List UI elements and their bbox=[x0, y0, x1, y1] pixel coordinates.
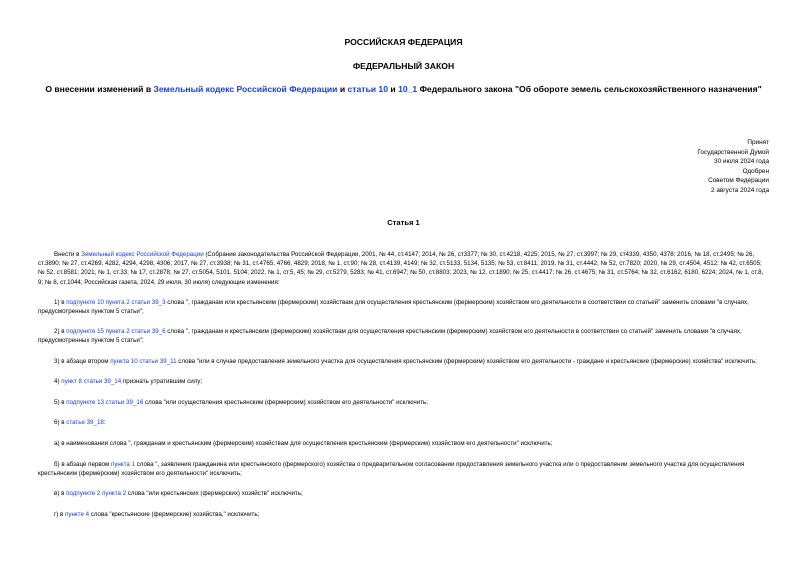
subitem-b bbox=[38, 460, 769, 478]
article-title: Статья 1 bbox=[387, 218, 420, 227]
item-3-link[interactable]: пункта 10 статьи 39_11 bbox=[110, 357, 177, 365]
law-title-text: О внесении изменений в bbox=[45, 84, 154, 94]
country-heading: РОССИЙСКАЯ ФЕДЕРАЦИЯ bbox=[344, 37, 463, 47]
item-4-link[interactable]: пункт 8 статьи 39_14 bbox=[61, 377, 122, 385]
item-2 bbox=[38, 327, 769, 345]
law-title-text: и bbox=[337, 84, 348, 94]
para-text: слова ", заявления гражданина или крестьянского (фермерского) хозяйства о предварительном согласовании предоставления земельного участка или о предоставлении земельного участка для осуществления крестьянским (фермерским) хозяйством его деятельности" исключить; bbox=[38, 460, 745, 477]
item-1 bbox=[38, 298, 769, 316]
para-text: слова ", гражданам или крестьянским (фермерским) хозяйствам для осуществления крестьянским (фермерским) хозяйством его деятельности в соответствии со статьей" заменить словами "в случаях, предусмотренных пунктом 5 статьи"; bbox=[38, 298, 749, 316]
intro-paragraph bbox=[38, 250, 769, 287]
item-6 bbox=[38, 418, 769, 427]
land-code-link[interactable]: Земельный кодекс Российской Федерации bbox=[81, 251, 204, 258]
adoption-block bbox=[619, 138, 769, 196]
adoption-line: 30 июля 2024 года bbox=[714, 158, 769, 166]
land-code-link[interactable]: Земельный кодекс Российской Федерации bbox=[153, 84, 338, 94]
subitem-v bbox=[38, 489, 769, 498]
item-4 bbox=[38, 377, 769, 386]
para-text: 3) в абзаце втором bbox=[54, 357, 111, 365]
para-text: 5) в bbox=[54, 398, 67, 406]
para-text: слова "или в случае предоставления земельного участка для осуществления крестьянским (фермерским) хозяйством его деятельности - граждане и крестьянские (фермерские) хозяйства" исключить; bbox=[176, 357, 757, 365]
law-title bbox=[40, 84, 767, 96]
law-title-text: и bbox=[388, 84, 399, 94]
adoption-line: Принят bbox=[747, 139, 769, 146]
para-text: Внести в bbox=[54, 251, 82, 258]
adoption-line: Советом Федерации bbox=[708, 177, 769, 185]
para-text: слова "или крестьянских (фермерских) хозяйств" исключить; bbox=[126, 490, 303, 498]
subitem-b-link[interactable]: пункта 1 bbox=[110, 460, 135, 468]
para-text: б) в абзаце первом bbox=[54, 460, 111, 468]
item-1-link[interactable]: подпункте 10 пункта 2 статьи 39_3 bbox=[66, 298, 166, 306]
para-text: 6) в bbox=[54, 419, 67, 427]
item-2-link[interactable]: подпункте 15 пункта 2 статьи 39_6 bbox=[66, 328, 166, 336]
article-10-1-link[interactable]: 10_1 bbox=[398, 84, 418, 94]
subitem-g-link[interactable]: пункте 4 bbox=[65, 510, 90, 518]
item-6-link[interactable]: статье 39_18 bbox=[66, 419, 104, 427]
law-title-text: Федерального закона "Об обороте земель сельскохозяйственного назначения" bbox=[417, 84, 762, 94]
subitem-g bbox=[38, 510, 769, 519]
adoption-line: Государственной Думой bbox=[697, 148, 769, 156]
subitem-a bbox=[38, 439, 769, 448]
para-text: 1) в bbox=[54, 298, 67, 306]
para-text: (Собрание законодательства Российской Федерации, 2001, № 44, ст.4147; 2014, № 26, ст3377; № 30, ст.4218, 4225; 2015, № 27, ст.3997; № 29, ст4339, 4350, 4378; 2016, № 18, ст.2495; № 26, ст.3890; № 27, ст.4269, 4282, 4294, 4298, 4306; 2017, № 27, ст.3938; № 31, ст.4765, 4766, 4829; 2018, № 1, ст.90; № 28, ст.4139, 4149; № 32, ст.5133, 5134, 5135; № 53, ст.8411; 2019, № 31, ст.4442; № 52, ст.7820; 2020, № 29, ст.4504, 4512; № 42, ст.6505; № 52, ст.8581; 2021, № 1, ст.33; № 17, ст.2878; № 27, ст.5054, 5101, 5104; 2022, № 1, ст.5, 45; № 29, ст.5279, 5283; № 41, ст.6947; № 50, ст.8803; 2023, № 12, ст.1890; № 25, ст.4417; № 26, ст.4675; № 31, ст.5764; № 32, ст.6162, 6180, 6224; 2024, № 1, ст.8, 9; № 8, ст.1044; Российская газета, 2024, 29 июля, 30 июля) следующие изменения: bbox=[38, 251, 764, 286]
para-text: слова ", гражданам и крестьянским (фермерским) хозяйствам для осуществления крестьянским (фермерским) хозяйством его деятельности в соответствии со статьей" заменить словами "в случаях, предусмотренных пунктом 5 статьи"; bbox=[38, 328, 742, 345]
para-text: в) в bbox=[54, 490, 67, 498]
para-text: 2) в bbox=[54, 328, 67, 336]
para-text: слова "или осуществления крестьянским (фермерским) хозяйством его деятельности" исключить; bbox=[143, 398, 429, 406]
item-5-link[interactable]: подпункте 13 статьи 39_16 bbox=[66, 398, 144, 406]
subitem-v-link[interactable]: подпункте 2 пункта 2 bbox=[66, 490, 127, 498]
para-text: признать утратившим силу; bbox=[121, 377, 203, 385]
article-body bbox=[38, 250, 769, 530]
item-5 bbox=[38, 398, 769, 407]
adoption-line: 2 августа 2024 года bbox=[711, 186, 769, 194]
item-3 bbox=[38, 357, 769, 366]
para-text: г) в bbox=[54, 510, 66, 518]
para-text: : bbox=[103, 419, 106, 427]
para-text: 4) bbox=[54, 377, 62, 385]
para-text: слова "крестьянские (фермерские) хозяйства," исключить; bbox=[89, 510, 260, 518]
article-10-link[interactable]: статьи 10 bbox=[347, 84, 388, 94]
law-type-heading: ФЕДЕРАЛЬНЫЙ ЗАКОН bbox=[352, 61, 455, 71]
para-text: а) в наименовании слова ", гражданам и крестьянским (фермерским) хозяйствам для осуществления крестьянским (фермерским) хозяйством его деятельности" исключить; bbox=[54, 439, 553, 447]
adoption-line: Одобрен bbox=[742, 167, 769, 175]
